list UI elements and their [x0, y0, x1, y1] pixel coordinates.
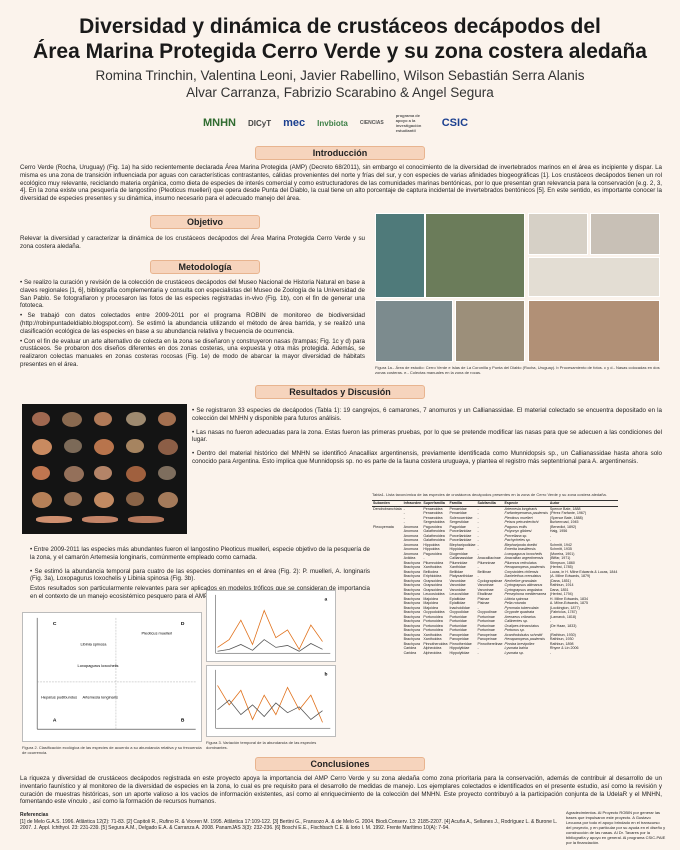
table-cell: - — [477, 524, 479, 529]
fig2-label-pleoticus: Pleoticus muelleri — [141, 630, 173, 636]
table1-caption: Tabla1. Lista taxonómica de las especies de crustáceos decápodos presentes en la zona de Cerro Verde y su zona costera aledaña. — [372, 492, 607, 497]
fig3b-temporal-chart — [206, 665, 336, 737]
table-cell: Portunidae — [449, 628, 467, 632]
table-cell: Libinia spinosa — [504, 596, 529, 601]
table-header-cell: Suborden — [372, 501, 403, 507]
conclusions-heading: Conclusiones — [255, 757, 425, 771]
svg-text:a: a — [324, 597, 328, 603]
table-cell: Pisinae — [477, 601, 490, 605]
table-cell: Anomura — [403, 538, 419, 542]
table-cell: Ebaliinae — [477, 592, 493, 596]
results-bullet-species: • Se registraron 33 especies de decápodos (Tabla 1): 19 cangrejos, 6 camarones, 7 anomuros y un Callianassidae. El material colectado se encuentra depositado en la colección del MNHN y disponible para futuros análisis. — [192, 407, 662, 422]
authors-line-2: Alvar Carranza, Fabrizio Scarabino & Angel Segura — [186, 85, 494, 100]
table-cell: Porcellanidae — [449, 533, 472, 538]
table-cell: Dana, 1851 — [549, 587, 569, 592]
table-cell: Cyrtograpsus angulatus — [504, 587, 543, 592]
fig1b-crab-photo-3 — [528, 257, 660, 297]
table-cell: Anomura — [403, 542, 419, 547]
species-photo-grid — [22, 404, 187, 534]
table-cell: Caridea — [403, 650, 417, 655]
table-cell: Inachoididae — [449, 605, 470, 610]
table-cell: (Rathbun, 1930) — [549, 632, 576, 637]
table-cell: Arenaeus cribrarius — [504, 614, 536, 619]
table-cell: Rathbun, 1914 — [549, 583, 574, 587]
table-cell: (Dana, 1851) — [549, 578, 571, 583]
table-cell: Varunidae — [449, 587, 466, 592]
table-cell: Rathbun, 1930 — [549, 637, 574, 641]
table-cell: Pilumnoidea — [423, 560, 444, 565]
table-cell: Brachyura — [403, 592, 420, 596]
table-cell: H. Milne Edwards, 1834 — [549, 596, 589, 601]
fig1e-rocks-photo — [528, 300, 660, 362]
table-cell: Portuninae — [477, 623, 495, 628]
fig3a-temporal-chart — [206, 590, 336, 662]
table-cell: Haig, 1956 — [549, 529, 568, 533]
fig1-caption: Figura 1a.- Área de estudio: Cerro Verde e Islas de La Coronilla y Punta del Diablo (Rocha, Uruguay). b Procesamiento de fotos. c y d.- Nasas colocadas en dos zonas costeras. e.- Colectas manuales en la zona de rocas. — [375, 365, 660, 375]
logo-mnhn: MNHN — [203, 117, 236, 129]
table-cell: Brachyura — [403, 614, 420, 619]
svg-text:C: C — [52, 621, 57, 627]
results-bullet-anacalliax: • Dentro del material histórico del MNHN se identificó Anacalliax argentinensis, previamente identificada como Munnidopsis sp., un Callianassidae hasta ahora solo conocido para Argentina. Esto implica que Munnidopsis sp. no es parte de la fauna costera uruguaya, y plantea el registro más septentrional para A. argentinensis. — [192, 450, 662, 465]
table-cell: Brachyura — [403, 632, 420, 637]
table-cell: Anomura — [403, 524, 419, 529]
table-cell: (Benedict, 1892) — [549, 524, 577, 529]
fig1b-crab-photo-1 — [528, 213, 588, 255]
poster-title — [0, 14, 680, 64]
table-cell: Portunus sp. — [504, 628, 525, 632]
fig1d-trap-photo — [455, 300, 525, 362]
table-cell: Rathbun, 1898 — [549, 641, 574, 646]
table-cell: - — [423, 556, 425, 560]
table-cell: Persephona mediterranea — [504, 592, 547, 596]
table-cell: Schmitt, 1942 — [549, 542, 572, 547]
table-cell: - — [403, 506, 405, 511]
table-cell: Hippolytidae — [449, 646, 470, 650]
table-cell: Belliodea — [423, 569, 439, 574]
table-cell: Grapsoidea — [423, 583, 442, 587]
fig2-caption: Figura 2. Clasificación ecológica de las especies de acuerdo a su abundancia relativa y su frecuencia de ocurrencia. — [22, 745, 202, 755]
conclusions-text: La riqueza y diversidad de crustáceos decápodos registrada en este proyecto apoya la importancia del AMP Cerro Verde y su zona aledaña como zona prioritaria para la conservación, además de contribuir al desarrollo de un inventario faunístico y al monitoreo de la diversidad de especies en la zona, lo cual es pre requisito para el desarrollo de medidas de manejo. Los ejemplares colectados e identificados en el presente estudio, así como la revisión y curación de muestras históricas, son un aporte valioso a los vacíos de información existentes, así como al enriquecimiento de la colección del MNHN. Este proyecto contribuyó a la participación conjunta de la UdelaR y el MNHN, fomentando este vínculo , así como la formación de recursos humanos. — [20, 775, 662, 806]
table-cell: - — [477, 574, 479, 578]
logo-invbiota: Invbiota — [317, 118, 348, 128]
table-cell: (Pérez Farfante, 1967) — [549, 511, 587, 515]
table-cell: (Fabricius, 1787) — [549, 610, 577, 614]
table-cell: Portunidae — [449, 614, 467, 619]
intro-heading: Introducción — [255, 146, 425, 160]
table-cell: Callinectes sp. — [504, 619, 528, 623]
table-header-cell: Familia — [449, 501, 477, 507]
table-cell: - — [477, 605, 479, 610]
table-cell: - — [403, 520, 405, 524]
table-cell: Brachyura — [403, 596, 420, 601]
table-cell: Polyonyx gibbesi — [504, 529, 532, 533]
table-cell: Caridea — [403, 646, 417, 650]
table-cell: Ovalipes trimaculatus — [504, 623, 539, 628]
table-cell: Galatheoidea — [423, 533, 445, 538]
species-table — [372, 500, 618, 655]
table-cell: Portunoidea — [423, 628, 443, 632]
table-cell: - — [477, 533, 479, 538]
table-cell: Pyromaia tuberculata — [504, 605, 539, 610]
table-cell: - — [477, 650, 479, 655]
table-cell: Anomura — [403, 533, 419, 538]
table-cell: Danielethus crenulatus — [504, 574, 542, 578]
table-cell: Pachycheles sp. — [504, 538, 531, 542]
table-cell: Acantholobulus schmitti — [504, 632, 543, 637]
acknowledgements: Agradecimientos. Al Proyecto ROBIN por generar las bases que impulsaron este proyecto. A Gustavo Lecuona por todo el apoyo brindado en el transcurso del proyecto, y en particular por su ayuda en el diseño y construcción de las nasas. Al Dr. Tavares por la bibliografía y apoyo en general. Al programa CSIC-PAIE por la financiación. — [566, 810, 666, 845]
table-cell: Schmitt, 1935 — [549, 547, 572, 551]
table-cell: Sergestoidea — [423, 520, 445, 524]
table1-container — [372, 500, 662, 750]
fig1c-trap-photo — [375, 300, 453, 362]
table-cell: Hippoidea — [423, 542, 440, 547]
table-cell: Brachyura — [403, 569, 420, 574]
table-cell: Pleoticus muelleri — [504, 515, 533, 520]
table-cell: Corystoides chilensis — [504, 569, 539, 574]
fig2-label-loxopagurus: Loxopagurus loxochelis — [77, 663, 119, 669]
table-cell: - — [549, 533, 552, 538]
table-cell: (Biffar, 1971) — [549, 556, 571, 560]
logo-paie: programa de apoyo a la investigación estudiantil — [395, 113, 422, 133]
table-cell: - — [403, 515, 405, 520]
table-cell: (Lockington, 1877) — [549, 605, 580, 610]
table-cell: Pinnixa brevipollex — [504, 641, 535, 646]
table-cell: Solenoceridae — [449, 515, 473, 520]
methods-item-2: • Se trabajó con datos colectados entre 2009-2011 por el programa ROBIN de monitoreo de biodiversidad (http://robinpuntadeldiablo.blogspot.com). Se estimó la abundancia utilizando el método de área barrida, y se realizó una clasificación ecológica de las especies en base a su abundancia relativa y frecuencia de ocurrencia. — [20, 312, 365, 335]
table-cell: Panopeidae — [449, 637, 469, 641]
results-bullet-abundance: • Entre 2009-2011 las especies más abundantes fueron el langostino Pleoticus muelleri, especie objetivo de la pesquería de la zona, y el camarón Artemesia longinaris, comúnmente empleado como carnada. — [30, 546, 370, 561]
results-bullet-temporal: • Se estimó la abundancia temporal para cuatro de las especies dominantes en el área (Fig. 2): P. muelleri, A. longinaris (Fig. 3a), Loxopagurus loxochelis y Libinia spinosa (Fig. 3b). — [30, 567, 370, 583]
table-cell: Ocypode quadrata — [504, 610, 535, 614]
table-cell: - — [477, 538, 479, 542]
table-cell: (Spence Bate, 1888) — [549, 515, 583, 520]
table-header-cell: Superfamilia — [422, 501, 448, 507]
table-row — [372, 651, 618, 656]
table-cell: Paguroidea — [423, 524, 442, 529]
table-cell: Penaeidae — [449, 511, 467, 515]
authors-line-1: Romina Trinchin, Valentina Leoni, Javier Rabellino, Wilson Sebastián Serra Alanis — [95, 68, 585, 83]
table-cell: - — [477, 520, 479, 524]
fig2-label-libinia: Libinia spinosa — [80, 641, 107, 647]
table-cell: Epialtidae — [449, 596, 466, 601]
table-cell: Leucosiidae — [449, 592, 469, 596]
table-cell: - — [477, 547, 479, 551]
table-cell: Neohelice granulata — [504, 578, 537, 583]
table-cell: (Herbst, 1794) — [549, 592, 573, 596]
table-cell: Brachyura — [403, 605, 420, 610]
table-header-cell: Subfamilia — [477, 501, 504, 507]
table-cell: Penaeoidea — [423, 506, 443, 511]
table-cell: Brachyura — [403, 637, 420, 641]
table-cell: Eriphioidea — [423, 574, 442, 578]
table-cell: Pagurus exilis — [504, 524, 527, 529]
table-cell: Hexapanopeus paulensis — [504, 637, 545, 641]
title-line-2: Área Marina Protegida Cerro Verde y su zona costera aledaña — [33, 40, 647, 63]
table-cell: - — [477, 646, 479, 650]
table-cell: - — [477, 511, 479, 515]
table-cell: Varuninae — [477, 583, 494, 587]
table-cell: Alpheoidea — [423, 650, 442, 655]
table-cell: Grapsoidea — [423, 587, 442, 592]
table-cell: Brachyura — [403, 578, 420, 583]
table-cell: Brachyura — [403, 628, 420, 632]
objective-heading: Objetivo — [150, 215, 260, 229]
logo-csic: CSIC — [441, 117, 469, 129]
table-cell: Belliidae — [449, 569, 464, 574]
table-cell: Xanthoidea — [423, 637, 442, 641]
fig2-label-artemesia: Artemesia longinaris — [82, 694, 118, 700]
table-cell: Lysmata sp. — [504, 650, 524, 655]
table-cell: Panopeinae — [477, 632, 497, 637]
table-cell: Portuninae — [477, 614, 495, 619]
table-cell: Porcellanidae — [449, 529, 472, 533]
svg-text:B: B — [180, 718, 185, 724]
table-cell: Lysmata bahia — [504, 646, 528, 650]
table-cell: Emerita brasiliensis — [504, 547, 536, 551]
table-cell: Sergestidae — [449, 520, 469, 524]
table-cell: Platyxanthidae — [449, 574, 474, 578]
table-cell: (A. Milne Edwards, 1879) — [549, 574, 591, 578]
table-cell: Hexapanopeus paulensis — [504, 565, 545, 569]
table-cell: Anomura — [403, 529, 419, 533]
table-cell: Xanthoidea — [423, 632, 442, 637]
table-cell: Brachyura — [403, 619, 420, 623]
table-cell: Ocypodidae — [449, 610, 469, 614]
table-cell: Penaeidae — [449, 506, 467, 511]
fig1a-satellite-photo — [425, 213, 525, 298]
logo-dicyt: DICyT — [248, 118, 272, 128]
table-cell: Anomura — [403, 551, 419, 556]
table-cell: Varunidae — [449, 578, 466, 583]
table-cell: Pleocyemata — [373, 524, 394, 529]
table-cell: Portuninae — [477, 628, 495, 632]
table-cell: Blepharipodidae — [449, 542, 476, 547]
table-cell: Pelia rotunda — [504, 601, 526, 605]
table-cell: Callianassidae — [449, 556, 473, 560]
table-cell: Panopeinae — [477, 637, 497, 641]
table-cell — [372, 651, 403, 656]
table-cell: Anomura — [403, 547, 419, 551]
fig2-label-hepatus: Hepatus pudibundus — [41, 694, 78, 700]
table-cell: Majoidea — [423, 601, 438, 605]
table-cell: Paguroidea — [423, 551, 442, 556]
table-cell: Brachyura — [403, 587, 420, 592]
authors — [0, 67, 680, 101]
table-cell: Pinnotheridae — [449, 641, 472, 646]
table-cell: Portunidae — [449, 619, 467, 623]
table-cell: Leucosioidea — [423, 592, 445, 596]
table-cell: (Herbst, 1785) — [549, 565, 573, 569]
references-title: Referencias — [20, 812, 49, 818]
results-bullet-traps: • Las nasas no fueron adecuadas para la zona. Estas fueron las primeras pruebas, por lo que se pretende modificar las nasas para que se adecuen a las condiciones del lugar. — [192, 428, 662, 444]
table-cell: Xanthidae — [449, 565, 466, 569]
table-cell: Brachyura — [403, 610, 420, 614]
table-cell: Ocypodoidea — [423, 610, 445, 614]
svg-text:A: A — [52, 718, 57, 724]
objective-text: Relevar la diversidad y caracterizar la dinámica de los crustáceos decápodos del Área Marina Protegida Cerro Verde y su zona costera aledaña. — [20, 235, 365, 250]
table-cell: Hippoidea — [423, 547, 440, 551]
table-cell: - — [549, 650, 552, 655]
logos-row — [200, 103, 490, 143]
table-cell: Epialtidae — [449, 601, 466, 605]
table-cell: Porcellana sp. — [504, 533, 528, 538]
table-cell: Varuninae — [477, 587, 494, 592]
table-cell: Portunoidea — [423, 614, 443, 619]
table-cell: Lucas, in H. Milne Edwards & Lucas, 1844 — [549, 569, 618, 574]
table-cell: Paguridae — [449, 524, 466, 529]
fig3-caption: Figura 3. Variación temporal de la abundancia de las especies dominantes. — [206, 740, 317, 750]
table-cell: Majoidea — [423, 605, 438, 610]
table-cell: Grapsoidea — [423, 578, 442, 583]
table-cell: Majoidea — [423, 596, 438, 601]
table-cell: Alpheoidea — [423, 646, 442, 650]
table-cell: Anacalliacinae — [477, 556, 501, 560]
table-cell: - — [477, 565, 479, 569]
table-cell: Ocypodinae — [477, 610, 497, 614]
table-cell: Pilumnus reticulatus — [504, 560, 537, 565]
table-cell: Stimpson, 1860 — [549, 560, 575, 565]
table-cell: Varunidae — [449, 583, 466, 587]
table-cell: Spence Bate, 1888 — [549, 506, 581, 511]
methods-item-1: • Se realizo la curación y revisión de la colección de crustáceos decápodos del Museo Nacional de Historia Natural en base a claves regionales [1, 6], bibliografía complementaria y consulta con especialistas del Museo de Zoología de la Universidad de San Pablo. Se fotografiaron y procesaron las fotos de las especies registradas in-vivo (Fig. 1b), con el fin de generar una fototeca. — [20, 279, 365, 310]
table-header-cell: Infraorden — [403, 501, 422, 505]
table-cell: Penaeoidea — [423, 511, 443, 515]
table-cell: - — [403, 511, 405, 515]
svg-text:b: b — [324, 672, 328, 678]
table-cell: Galatheoidea — [423, 538, 445, 542]
table-cell: - — [477, 542, 479, 547]
table-cell: Portunidae — [449, 623, 467, 628]
intro-text: Cerro Verde (Rocha, Uruguay) (Fig. 1a) ha sido recientemente declarada Área Marina Protegida (AMP) (Decreto 68/2011), sin embargo el conocimiento de la diversidad de invertebrados marinos en el área es incipiente y dispar. La misma es una zona de transición influenciada por aguas con características contrastantes, cálidas provenientes del norte y frías del sur, y con especies de varias afinidades biogeográficas [1]. Los crustáceos decápodos tienen un rol ecológico muy relevante, reciclando materia orgánica, como dieta de especies de interés comercial y como estructuradores de las comunidades marinas bentónicas, por lo que presentan gran relevancia para la conservación [e.g. 2, 3, 4]. En la zona existe una pesquería de langostino (Pleoticus muelleri) que opera desde Punta del Diablo, la cual tiene un alto porcentaje de captura incidental de invertebrados bentónicos [5]. En este sentido, es importante conocer la diversidad de especies presentes y su dinámica, insumo necesario para el adecuado manejo del área. — [20, 164, 662, 203]
results-bullets-right — [192, 407, 662, 468]
table-cell: Diogenidae — [449, 551, 468, 556]
table-cell: Xanthoidea — [423, 565, 442, 569]
table-cell: Pinnotherelinae — [477, 641, 503, 646]
table-cell: Brachyura — [403, 565, 420, 569]
references — [20, 812, 560, 832]
methods-heading: Metodología — [150, 260, 260, 274]
table-cell: - — [477, 551, 479, 556]
methods-item-3: • Con el fin de evaluar un arte alternativo de colecta en la zona se diseñaron y construyeron nasas (trampas; Fig. 1c y d) para crustáceos. Se probaron dos diseños diferentes en dos zonas costeras, una expuesta y otra más protegida. Además, se realizaron colectas manuales en zonas costeras rocosas (Fig. 1e) de modo de abarcar la mayor diversidad de hábitats presentes en el área. — [20, 337, 365, 368]
table-cell: Panopeidae — [449, 632, 469, 637]
table-cell: Pilumninae — [477, 560, 496, 565]
methods-text — [20, 279, 365, 371]
table-cell: Axiidea — [403, 556, 416, 560]
table-header-cell: Especie — [504, 501, 549, 507]
table-cell: Portuninae — [477, 619, 495, 623]
table-cell: Blepharipoda doelloi — [504, 542, 538, 547]
table-cell: Belliinae — [477, 569, 492, 574]
table-cell: Cyrtograpsus altimanus — [504, 583, 543, 587]
table-cell: Burkenroad, 1945 — [549, 520, 579, 524]
table-cell: - — [549, 619, 552, 623]
title-line-1: Diversidad y dinámica de crustáceos decápodos del — [79, 15, 601, 38]
table-cell: Brachyura — [403, 560, 420, 565]
table-cell: (Moreira, 1901) — [549, 551, 575, 556]
table-cell: - — [477, 529, 479, 533]
fig1a-map-inset — [375, 213, 425, 298]
table-cell: Artemesia longinaris — [504, 506, 538, 511]
table-cell: - — [549, 628, 552, 632]
table-cell: - — [549, 538, 552, 542]
references-text: [1] de Melo G.A.S. 1996. Atlântica 12(2): 71-83. [2] Capitoli R., Rufino R. & Vooren M. 1995. Atlântica 17:109-122. [3] Bertini G., Fransozo A. & de Melo G. 2004. Biodi.Conserv. 13: 2185-2207. [4] Acuña A., Sellanes J., Rodríguez L. & Burone L. 2007. J. Appl. Ichthyol. 23: 231-239. [5] Segura A.M., Delgado E.A. & Carranza A. 2008. PanamJAS 3(3): 232-236. [6] Boschi E.E., Fischbach C.E. & Iorio I. M. 1992. Frente Marítimo 10(A): 7-94. — [20, 818, 558, 831]
table-cell: Brachyura — [403, 574, 420, 578]
table-cell: - — [477, 506, 479, 511]
table-cell: Porcellanidae — [449, 538, 472, 542]
results-bullet-relevance: Estos resultados son particularmente relevantes para ser aplicados en modelos tróficos que se consideran de importancia en el contexto de un manejo ecosistémico pesquero para el AMP. — [30, 585, 370, 600]
table-cell: Rhyne & Lin 2006 — [549, 646, 579, 650]
table-cell: Galatheoidea — [423, 529, 445, 533]
fig2-classification-chart — [22, 612, 202, 742]
logo-ciencias: CIENCIAS — [359, 120, 384, 126]
table-cell: Dendrobranchiata — [373, 506, 402, 511]
table-cell: Penaeoidea — [423, 515, 443, 520]
table-cell: Loxopagurus loxochelis — [504, 551, 543, 556]
table-cell: Portunoidea — [423, 619, 443, 623]
table-cell: Brachyura — [403, 641, 420, 646]
table-cell: Farfantepenaeus paulensis — [504, 511, 548, 515]
table-cell: Brachyura — [403, 623, 420, 628]
svg-text:D: D — [180, 621, 185, 627]
table-cell: - — [477, 515, 479, 520]
results-heading: Resultados y Discusión — [255, 385, 425, 399]
table-cell: Brachyura — [403, 583, 420, 587]
logo-mec: mec — [283, 117, 306, 129]
table-cell: Brachyura — [403, 601, 420, 605]
table-cell: Portunoidea — [423, 623, 443, 628]
table-cell: Cyclograpsinae — [477, 578, 503, 583]
table-cell: Hippolytidae — [449, 650, 470, 655]
table-cell: Peisos petrunkevitchi — [504, 520, 539, 524]
table-cell: (Lamarck, 1818) — [549, 614, 577, 619]
table-cell: (De Haan, 1833) — [549, 623, 577, 628]
table-cell: A. Milne-Edwards, 1875 — [549, 601, 589, 605]
table-body — [372, 506, 618, 655]
table-cell: Pilumnidae — [449, 560, 468, 565]
table-cell: Hippidae — [449, 547, 464, 551]
table-header-cell: Autor — [549, 501, 619, 507]
fig1b-crab-photo-2 — [590, 213, 660, 255]
table-cell: Anacalliax argentinensis — [504, 556, 544, 560]
table-cell: Pinnotheroidea — [423, 641, 448, 646]
table-cell: Pisinae — [477, 596, 490, 601]
